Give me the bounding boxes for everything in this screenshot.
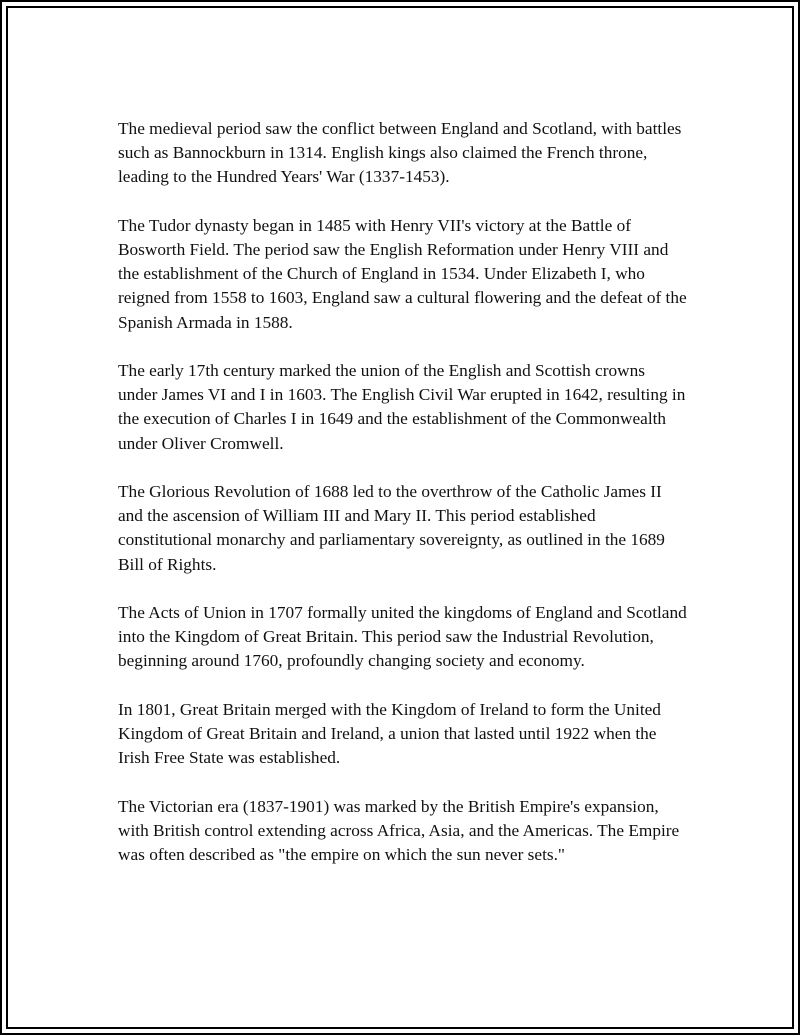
paragraph-glorious-revolution: The Glorious Revolution of 1688 led to the overthrow of the Catholic James II and the ascension of William III and Mary II. This period established constitutional monarchy and parliamentary sovereignty, as outlined in the 1689 Bill of Rights.: [118, 482, 665, 574]
paragraph-tudor: The Tudor dynasty began in 1485 with Henry VII's victory at the Battle of Bosworth Field. The period saw the English Reformation under Henry VIII and the establishment of the Church of England in 1534. Under Elizabeth I, who reigned from 1558 to 1603, England saw a cultural flowering and the defeat of the Spanish Armada in 1588.: [118, 215, 687, 332]
paragraph-medieval: The medieval period saw the conflict between England and Scotland, with battles such as Bannockburn in 1314. English kings also claimed the French throne, leading to the Hundred Years' War (1337-1453).: [118, 119, 682, 187]
paragraph-seventeenth-century: The early 17th century marked the union of the English and Scottish crowns under James VI and I in 1603. The English Civil War erupted in 1642, resulting in the execution of Charles I in 1649 and the establishment of the Commonwealth under Oliver Cromwell.: [118, 361, 686, 453]
paragraph-victorian-era: The Victorian era (1837-1901) was marked by the British Empire's expansion, with British control extending across Africa, Asia, and the Americas. The Empire was often described as "the empire on which the sun never sets.": [118, 796, 680, 864]
paragraph-acts-of-union: The Acts of Union in 1707 formally united the kingdoms of England and Scotland into the Kingdom of Great Britain. This period saw the Industrial Revolution, beginning around 1760, profoundly changing society and economy.: [118, 603, 687, 671]
document-body: [118, 117, 688, 891]
paragraph-united-kingdom: In 1801, Great Britain merged with the Kingdom of Ireland to form the United Kingdom of Great Britain and Ireland, a union that lasted until 1922 when the Irish Free State was established.: [118, 699, 661, 768]
